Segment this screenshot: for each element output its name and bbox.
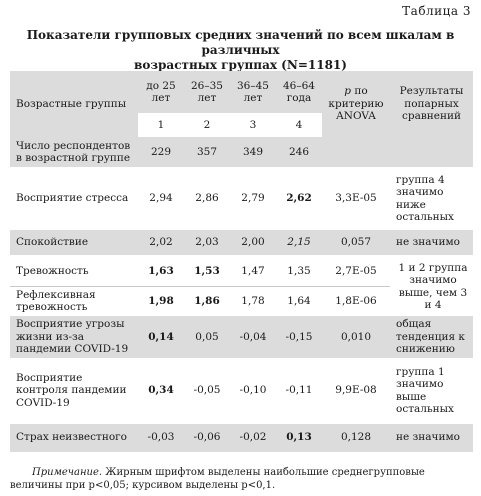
title-line-1: Показатели групповых средних значений по всем шкалам в различных <box>26 28 455 57</box>
row-value-bold: 0,34 <box>148 384 174 397</box>
group-header: 46–64 года <box>283 79 315 104</box>
row-label: Восприятие контроля пандемии COVID-19 <box>16 371 127 409</box>
row-value: -0,03 <box>147 431 175 444</box>
header-row <box>10 71 473 113</box>
row-p-value: 3,3E-05 <box>335 192 377 205</box>
row-value-bold: 0,14 <box>148 330 174 343</box>
table-note <box>10 466 476 492</box>
group-header: до 25 лет <box>146 79 176 104</box>
row-label: Страх неизвестного <box>16 431 127 444</box>
row-p-value: 1,8E-06 <box>322 286 390 316</box>
row-value-bold: 1,98 <box>138 286 184 316</box>
row-label: Спокойствие <box>16 236 89 249</box>
row-result: общая тенденция к снижению <box>396 318 465 355</box>
table-row <box>10 167 473 230</box>
row-result: группа 1 значимо выше остальных <box>396 365 454 415</box>
age-groups-header: Возрастные группы <box>16 97 127 110</box>
respondents-value: 229 <box>150 145 172 158</box>
row-value: 1,47 <box>230 256 276 286</box>
row-result: группа 4 значимо ниже остальных <box>396 173 454 223</box>
row-label: Восприятие стресса <box>16 192 129 205</box>
row-p-value: 0,010 <box>340 330 372 343</box>
row-value: 2,94 <box>149 192 173 205</box>
respondents-value: 357 <box>196 145 218 158</box>
row-value: 1,35 <box>276 256 322 286</box>
table-caption: Таблица 3 <box>402 4 471 18</box>
note-prefix: Примечание. <box>32 467 103 478</box>
row-value: 2,03 <box>195 236 219 249</box>
row-label: Тревожность <box>10 256 138 286</box>
row-p-value: 2,7E-05 <box>322 256 390 286</box>
row-value-italic: 2,15 <box>287 236 311 249</box>
note-text: Жирным шрифтом выделены наибольшие среднегрупповые величины при p<0,05; курсивом выделены p<0,1. <box>10 467 425 491</box>
row-p-value: 0,057 <box>340 236 372 249</box>
respondents-label: Число респондентов в возрастной группе <box>16 139 131 164</box>
row-value: 2,86 <box>195 192 219 205</box>
row-value: -0,05 <box>193 384 221 397</box>
row-result: 1 и 2 группа значимо выше, чем 3 и 4 <box>390 256 473 316</box>
group-number: 3 <box>230 113 276 137</box>
row-p-value: 9,9E-08 <box>335 384 377 397</box>
group-number: 1 <box>138 113 184 137</box>
group-header: 36–45 лет <box>237 79 269 104</box>
group-header: 26–35 лет <box>191 79 223 104</box>
row-value-bold: 1,63 <box>138 256 184 286</box>
respondents-value: 349 <box>242 145 264 158</box>
table-row <box>10 358 473 424</box>
row-value: -0,04 <box>239 330 267 343</box>
row-result: не значимо <box>396 431 460 444</box>
title-line-2: возрастных группах (N=1181) <box>134 58 347 72</box>
row-value: 2,02 <box>149 236 173 249</box>
table-title <box>0 28 481 73</box>
row-value: 1,64 <box>276 286 322 316</box>
row-value-bold: 2,62 <box>286 192 312 205</box>
row-value: 2,79 <box>241 192 265 205</box>
table-row <box>10 316 473 358</box>
row-value: 1,78 <box>230 286 276 316</box>
group-number: 4 <box>276 113 322 137</box>
row-value: -0,06 <box>193 431 221 444</box>
table-row <box>10 424 473 452</box>
row-value-bold: 1,53 <box>184 256 230 286</box>
row-value: -0,11 <box>285 384 313 397</box>
row-value: 2,00 <box>241 236 265 249</box>
p-anova-header: p по критерию ANOVA <box>328 85 384 123</box>
table-row <box>10 230 473 256</box>
row-label: Рефлексивная тревожность <box>10 286 138 316</box>
row-value: -0,02 <box>239 431 267 444</box>
row-label: Восприятие угрозы жизни из-за пандемии COVID-19 <box>16 318 129 355</box>
row-value-bold: 0,13 <box>286 431 312 444</box>
row-value: 0,05 <box>195 330 219 343</box>
results-header: Результаты попарных сравнений <box>399 85 464 123</box>
row-value: -0,10 <box>239 384 267 397</box>
p-symbol: p <box>344 85 352 98</box>
row-value: -0,15 <box>285 330 313 343</box>
respondents-value: 246 <box>288 145 310 158</box>
row-p-value: 0,128 <box>340 431 372 444</box>
table-row <box>10 256 473 286</box>
results-table <box>10 71 473 452</box>
group-number: 2 <box>184 113 230 137</box>
row-value-bold: 1,86 <box>184 286 230 316</box>
respondents-row <box>10 137 473 167</box>
row-result: не значимо <box>396 236 460 249</box>
